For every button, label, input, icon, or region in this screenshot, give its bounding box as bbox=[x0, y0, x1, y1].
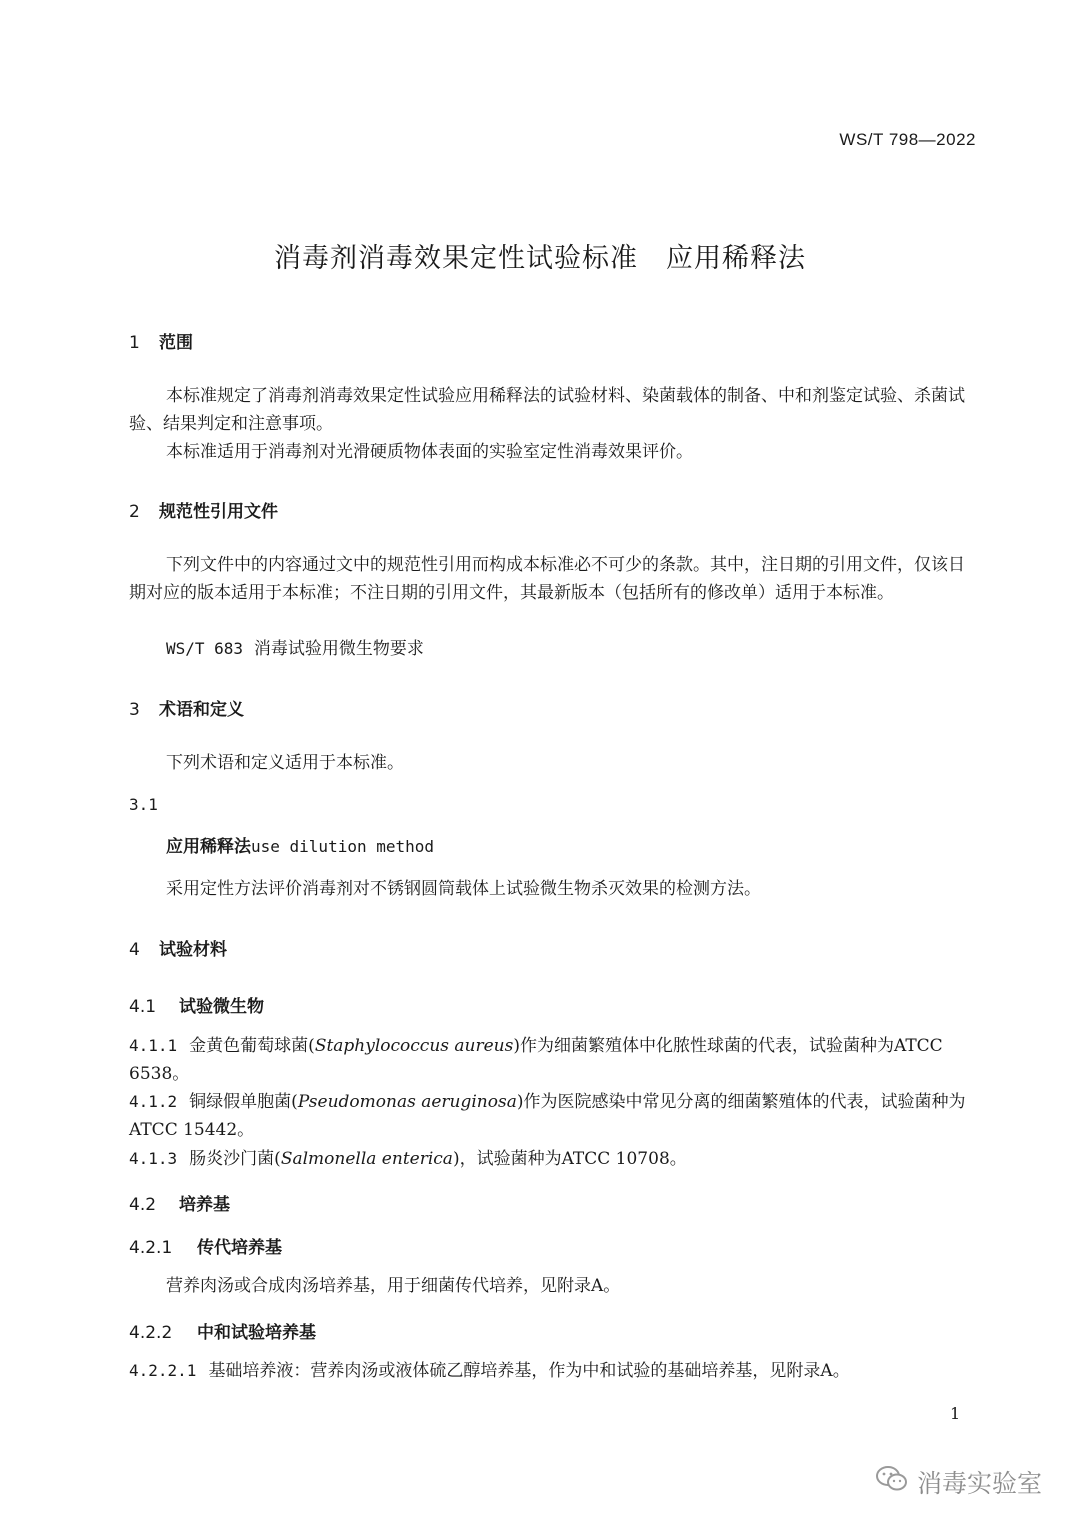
standard-number: WS/T 798—2022 bbox=[839, 130, 976, 149]
section-2-paragraph-1: 下列文件中的内容通过文中的规范性引用而构成本标准必不可少的条款。其中，注日期的引用文件，仅该日期对应的版本适用于本标准；不注日期的引用文件，其最新版本（包括所有的修改单）适用于本标准。 bbox=[129, 555, 965, 603]
subsection-4-2-1-heading bbox=[129, 1233, 282, 1258]
scientific-name: Pseudomonas aeruginosa bbox=[297, 1092, 517, 1112]
reference-code: WS/T 683 bbox=[166, 639, 244, 658]
subsection-number: 4.2.2 bbox=[129, 1323, 173, 1343]
section-number: 1 bbox=[129, 333, 140, 353]
item-4-1-1 bbox=[129, 1032, 979, 1088]
subsection-4-1-heading bbox=[129, 992, 264, 1017]
subsection-4-2-1-paragraph: 营养肉汤或合成肉汤培养基，用于细菌传代培养，见附录A。 bbox=[166, 1276, 621, 1296]
item-text: )，试验菌种为ATCC 10708。 bbox=[452, 1149, 687, 1169]
term-zh: 应用稀释法 bbox=[166, 837, 251, 857]
item-text: )作为医院感染中常见分离的细菌繁殖体的代表，试验菌种为ATCC 15442。 bbox=[129, 1092, 966, 1140]
subsection-number: 4.2.1 bbox=[129, 1238, 173, 1258]
item-text: 金黄色葡萄球菌( bbox=[189, 1036, 315, 1056]
item-4-2-2-1 bbox=[129, 1357, 979, 1385]
wechat-icon bbox=[875, 1464, 909, 1500]
item-text: 肠炎沙门菌( bbox=[189, 1149, 281, 1169]
page-number: 1 bbox=[950, 1404, 961, 1423]
term-number: 3.1 bbox=[129, 795, 158, 814]
item-number: 4.1.2 bbox=[129, 1092, 178, 1111]
item-number: 4.2.2.1 bbox=[129, 1361, 197, 1380]
section-1-paragraph-1: 本标准规定了消毒剂消毒效果定性试验应用稀释法的试验材料、染菌载体的制备、中和剂鉴定试验、杀菌试验、结果判定和注意事项。 bbox=[129, 386, 965, 434]
subsection-number: 4.2 bbox=[129, 1195, 157, 1215]
section-number: 3 bbox=[129, 700, 140, 720]
item-4-1-3 bbox=[129, 1145, 979, 1173]
term-definition: 采用定性方法评价消毒剂对不锈钢圆筒载体上试验微生物杀灭效果的检测方法。 bbox=[166, 879, 761, 899]
item-number: 4.1.3 bbox=[129, 1149, 178, 1168]
subsection-number: 4.1 bbox=[129, 997, 157, 1017]
section-4-heading bbox=[129, 935, 227, 960]
subsection-title: 培养基 bbox=[179, 1195, 230, 1215]
watermark bbox=[875, 1464, 1042, 1500]
scientific-name: Salmonella enterica bbox=[280, 1149, 453, 1169]
item-text: 铜绿假单胞菌( bbox=[189, 1092, 298, 1112]
scientific-name: Staphylococcus aureus bbox=[314, 1036, 514, 1056]
normative-reference bbox=[166, 635, 424, 663]
item-number: 4.1.1 bbox=[129, 1036, 178, 1055]
section-title: 试验材料 bbox=[159, 940, 227, 960]
term-en: use dilution method bbox=[251, 837, 435, 856]
item-text: 基础培养液：营养肉汤或液体硫乙醇培养基，作为中和试验的基础培养基，见附录A。 bbox=[208, 1361, 850, 1381]
subsection-4-2-2-heading bbox=[129, 1318, 316, 1343]
subsection-title: 试验微生物 bbox=[179, 997, 264, 1017]
reference-title: 消毒试验用微生物要求 bbox=[253, 639, 424, 659]
section-2-heading bbox=[129, 497, 278, 522]
subsection-title: 传代培养基 bbox=[197, 1238, 282, 1258]
document-title: 消毒剂消毒效果定性试验标准 应用稀释法 bbox=[274, 243, 806, 274]
term-entry bbox=[166, 833, 434, 861]
subsection-4-2-heading bbox=[129, 1190, 230, 1215]
section-title: 术语和定义 bbox=[159, 700, 244, 720]
section-title: 规范性引用文件 bbox=[159, 502, 278, 522]
item-4-1-2 bbox=[129, 1088, 979, 1144]
section-number: 2 bbox=[129, 502, 140, 522]
section-3-heading bbox=[129, 695, 244, 720]
item-text: )作为细菌繁殖体中化脓性球菌的代表，试验菌种为ATCC 6538。 bbox=[129, 1036, 943, 1084]
section-number: 4 bbox=[129, 940, 140, 960]
section-3-paragraph-1: 下列术语和定义适用于本标准。 bbox=[166, 753, 404, 773]
section-1-paragraph-2: 本标准适用于消毒剂对光滑硬质物体表面的实验室定性消毒效果评价。 bbox=[166, 442, 693, 462]
subsection-title: 中和试验培养基 bbox=[197, 1323, 316, 1343]
watermark-text: 消毒实验室 bbox=[916, 1469, 1042, 1498]
section-1-heading bbox=[129, 328, 193, 353]
section-title: 范围 bbox=[159, 333, 193, 353]
